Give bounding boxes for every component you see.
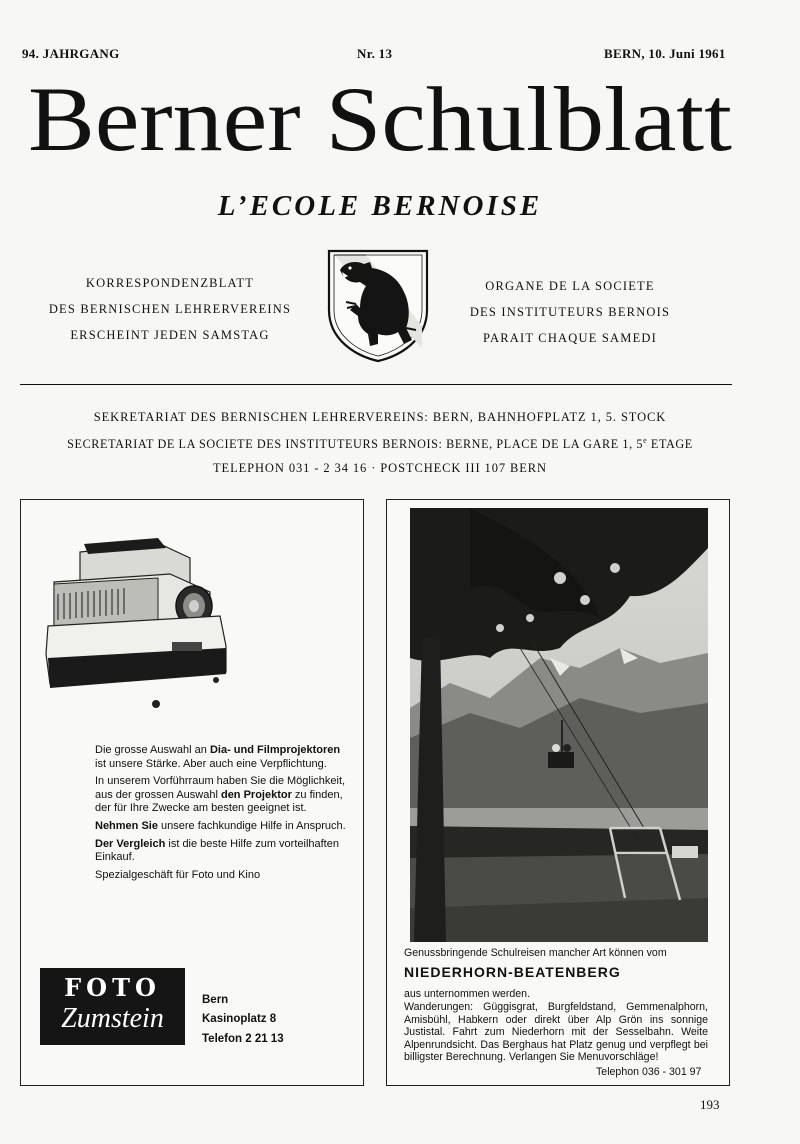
ad-left-p3-end: unsere fachkundige Hilfe in Anspruch. — [157, 819, 346, 832]
ad-left-p3-bold: Nehmen Sie — [95, 819, 158, 832]
ad-left-p2-bold: den Projektor — [220, 788, 292, 801]
ad-left-paragraph-1 — [95, 744, 351, 771]
ad-right-intro: Genussbringende Schulreisen mancher Art können vom — [404, 947, 667, 959]
secretariat-line-2 — [0, 436, 760, 452]
secretariat-line-2-text: SECRETARIAT DE LA SOCIETE DES INSTITUTEURS BERNOIS: BERNE, PLACE DE LA GARE 1, 5 — [67, 437, 644, 452]
secretariat-line-3: TELEPHON 031 - 2 34 16 · POSTCHECK III 107 BERN — [213, 461, 547, 475]
ad-left-p1-bold: Dia- und Filmprojektoren — [209, 744, 341, 756]
ad-right-headline: NIEDERHORN-BEATENBERG — [404, 964, 621, 980]
right-block-line-3: PARAIT CHAQUE SAMEDI — [482, 331, 658, 345]
chairlift-photo — [410, 508, 708, 942]
ad-left-paragraph-3 — [95, 820, 351, 834]
ad-right-phone: Telephon 036 - 301 97 — [596, 1066, 702, 1078]
ad-left-p2-start: In unserem Vorführraum haben Sie die Möglichkeit, aus der grossen Auswahl — [95, 775, 346, 801]
ad-left-p4-bold: Der Vergleich — [95, 837, 166, 850]
right-block-line-2: DES INSTITUTEURS BERNOIS — [469, 305, 671, 319]
address-phone: Telefon 2 21 13 — [202, 1033, 284, 1045]
secretariat-superscript: e — [643, 436, 648, 445]
volume-label: 94. JAHRGANG — [22, 46, 120, 61]
ad-left-p1-start: Die grosse Auswahl an — [95, 744, 210, 756]
ad-left-p4-end: ist die beste Hilfe zum vorteilhaften Einkauf. — [95, 837, 339, 864]
subtitle: L’ECOLE BERNOISE — [217, 190, 543, 222]
address-city: Bern — [202, 994, 229, 1006]
ad-left-paragraph-2 — [95, 775, 351, 816]
bern-bear-coat-of-arms-icon — [326, 248, 430, 364]
left-block-line-2: DES BERNISCHEN LEHRERVEREINS — [48, 302, 292, 316]
ad-left-p2-end: zu finden, der für Ihre Zwecke am besten geeignet ist. — [95, 788, 343, 815]
issue-date: BERN, 10. Juni 1961 — [604, 46, 726, 61]
secretariat-line-1: SEKRETARIAT DES BERNISCHEN LEHRERVEREINS: BERN, BAHNHOFPLATZ 1, 5. STOCK — [93, 410, 667, 424]
ad-right-body-1: aus unternommen werden. — [404, 988, 531, 1000]
ad-right-body-2: Wanderungen: Güggisgrat, Burgfeldstand, Gemmenalphorn, Amisbühl, Habkern oder direkt über Alp Grön ins sonnige Justistal. Fahrt zum Niederhorn mit der Sesselbahn. Weite Alpenrundsicht. Das Berghaus hat Platz genug und verpflegt bei billigster Berechnung. Verlangen Sie Menuvorschläge! — [404, 1001, 708, 1064]
right-block-line-1: ORGANE DE LA SOCIETE — [485, 279, 655, 293]
logo-foto-text: FOTO — [64, 973, 161, 1002]
divider-rule — [20, 384, 732, 385]
masthead — [26, 70, 734, 162]
page-number: 193 — [700, 1097, 720, 1112]
left-block-line-3: ERSCHEINT JEDEN SAMSTAG — [70, 328, 270, 342]
logo-zumstein-text: Zumstein — [61, 1003, 164, 1034]
ad-left-body — [95, 744, 351, 886]
foto-zumstein-logo — [40, 968, 185, 1045]
ad-left-paragraph-5: Spezialgeschäft für Foto und Kino — [95, 868, 261, 881]
masthead-title: Berner Schulblatt — [28, 70, 733, 162]
left-block-line-1: KORRESPONDENZBLATT — [85, 276, 255, 290]
issue-number: Nr. 13 — [357, 46, 393, 61]
slide-projector-icon — [40, 534, 232, 712]
ad-left-p1-end: ist unsere Stärke. Aber auch eine Verpflichtung. — [95, 757, 327, 770]
ad-left-paragraph-4 — [95, 838, 351, 865]
secretariat-line-2-end: ETAGE — [647, 437, 693, 452]
address-street: Kasinoplatz 8 — [202, 1013, 277, 1025]
